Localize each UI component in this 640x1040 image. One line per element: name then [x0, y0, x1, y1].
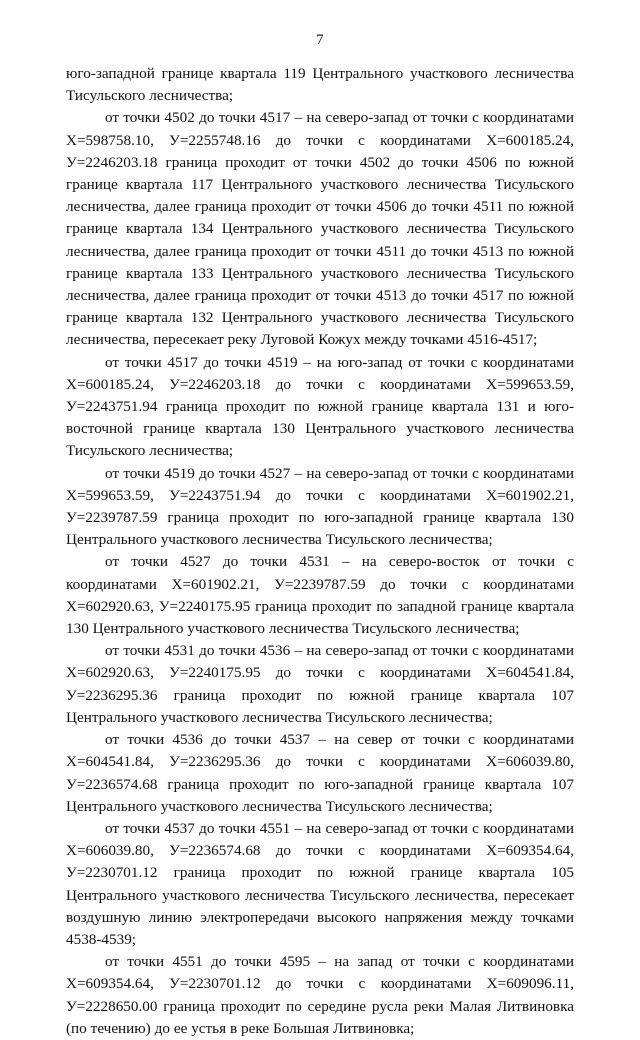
paragraph-segment-4537-4551: от точки 4537 до точки 4551 – на северо-запад от точки с координатами Х=606039.80, У=2236574.68 до точки с координатами Х=609354.64, У=2230701.12 граница проходит по южной границе квартала 105 Центрального участкового лесничества Тисульского лесничества, пересекает воздушную линию электропередачи высокого напряжения между точками 4538-4539; — [66, 819, 574, 948]
page-number: 7 — [316, 32, 324, 48]
paragraph-continuation: юго-западной границе квартала 119 Центрального участкового лесничества Тисульского лесничества; — [66, 65, 574, 105]
paragraph-segment-4527-4531: от точки 4527 до точки 4531 – на северо-восток от точки с координатами Х=601902.21, У=2239787.59 до точки с координатами Х=602920.63, У=2240175.95 граница проходит по западной границе квартала 130 Центрального участкового лесничества Тисульского лесничества; — [66, 553, 574, 638]
paragraph-segment-4536-4537: от точки 4536 до точки 4537 – на север от точки с координатами Х=604541.84, У=2236295.36 до точки с координатами Х=606039.80, У=2236574.68 граница проходит по юго-западной границе квартала 107 Центрального участкового лесничества Тисульского лесничества; — [66, 731, 574, 815]
paragraph-segment-4531-4536: от точки 4531 до точки 4536 – на северо-запад от точки с координатами Х=602920.63, У=2240175.95 до точки с координатами Х=604541.84, У=2236295.36 граница проходит по южной границе квартала 107 Центрального участкового лесничества Тисульского лесничества; — [66, 642, 574, 726]
paragraph-segment-4519-4527: от точки 4519 до точки 4527 – на северо-запад от точки с координатами Х=599653.59, У=2243751.94 до точки с координатами Х=601902.21, У=2239787.59 граница проходит по юго-западной границе квартала 130 Центрального участкового лесничества Тисульского лесничества; — [66, 464, 574, 549]
paragraph-segment-4551-4595: от точки 4551 до точки 4595 – на запад от точки с координатами Х=609354.64, У=2230701.12 до точки с координатами Х=609096.11, У=2228650.00 граница проходит по середине русла реки Малая Литвиновка (по течению) до ее устья в реке Большая Литвиновка; — [66, 953, 574, 1037]
paragraph-segment-4502-4517: от точки 4502 до точки 4517 – на северо-запад от точки с координатами Х=598758.10, У=2255748.16 до точки с координатами Х=600185.24, У=2246203.18 граница проходит от точки 4502 до точки 4506 по южной границе квартала 117 Центрального участкового лесничества Тисульского лесничества, далее граница проходит от точки 4506 до точки 4511 по южной границе квартала 134 Центрального участкового лесничества Тисульского лесничества, далее граница проходит от точки 4511 до точки 4513 по южной границе квартала 133 Центрального участкового лесничества Тисульского лесничества, далее граница проходит от точки 4513 до точки 4517 по южной границе квартала 132 Центрального участкового лесничества Тисульского лесничества, пересекает реку Луговой Кожух между точками 4516-4517; — [66, 109, 574, 349]
document-text-body — [66, 63, 574, 1040]
paragraph-segment-4517-4519: от точки 4517 до точки 4519 – на юго-запад от точки с координатами Х=600185.24, У=2246203.18 до точки с координатами Х=599653.59, У=2243751.94 граница проходит по южной границе квартала 131 и юго-восточной границе квартала 130 Центрального участкового лесничества Тисульского лесничества; — [66, 353, 574, 460]
